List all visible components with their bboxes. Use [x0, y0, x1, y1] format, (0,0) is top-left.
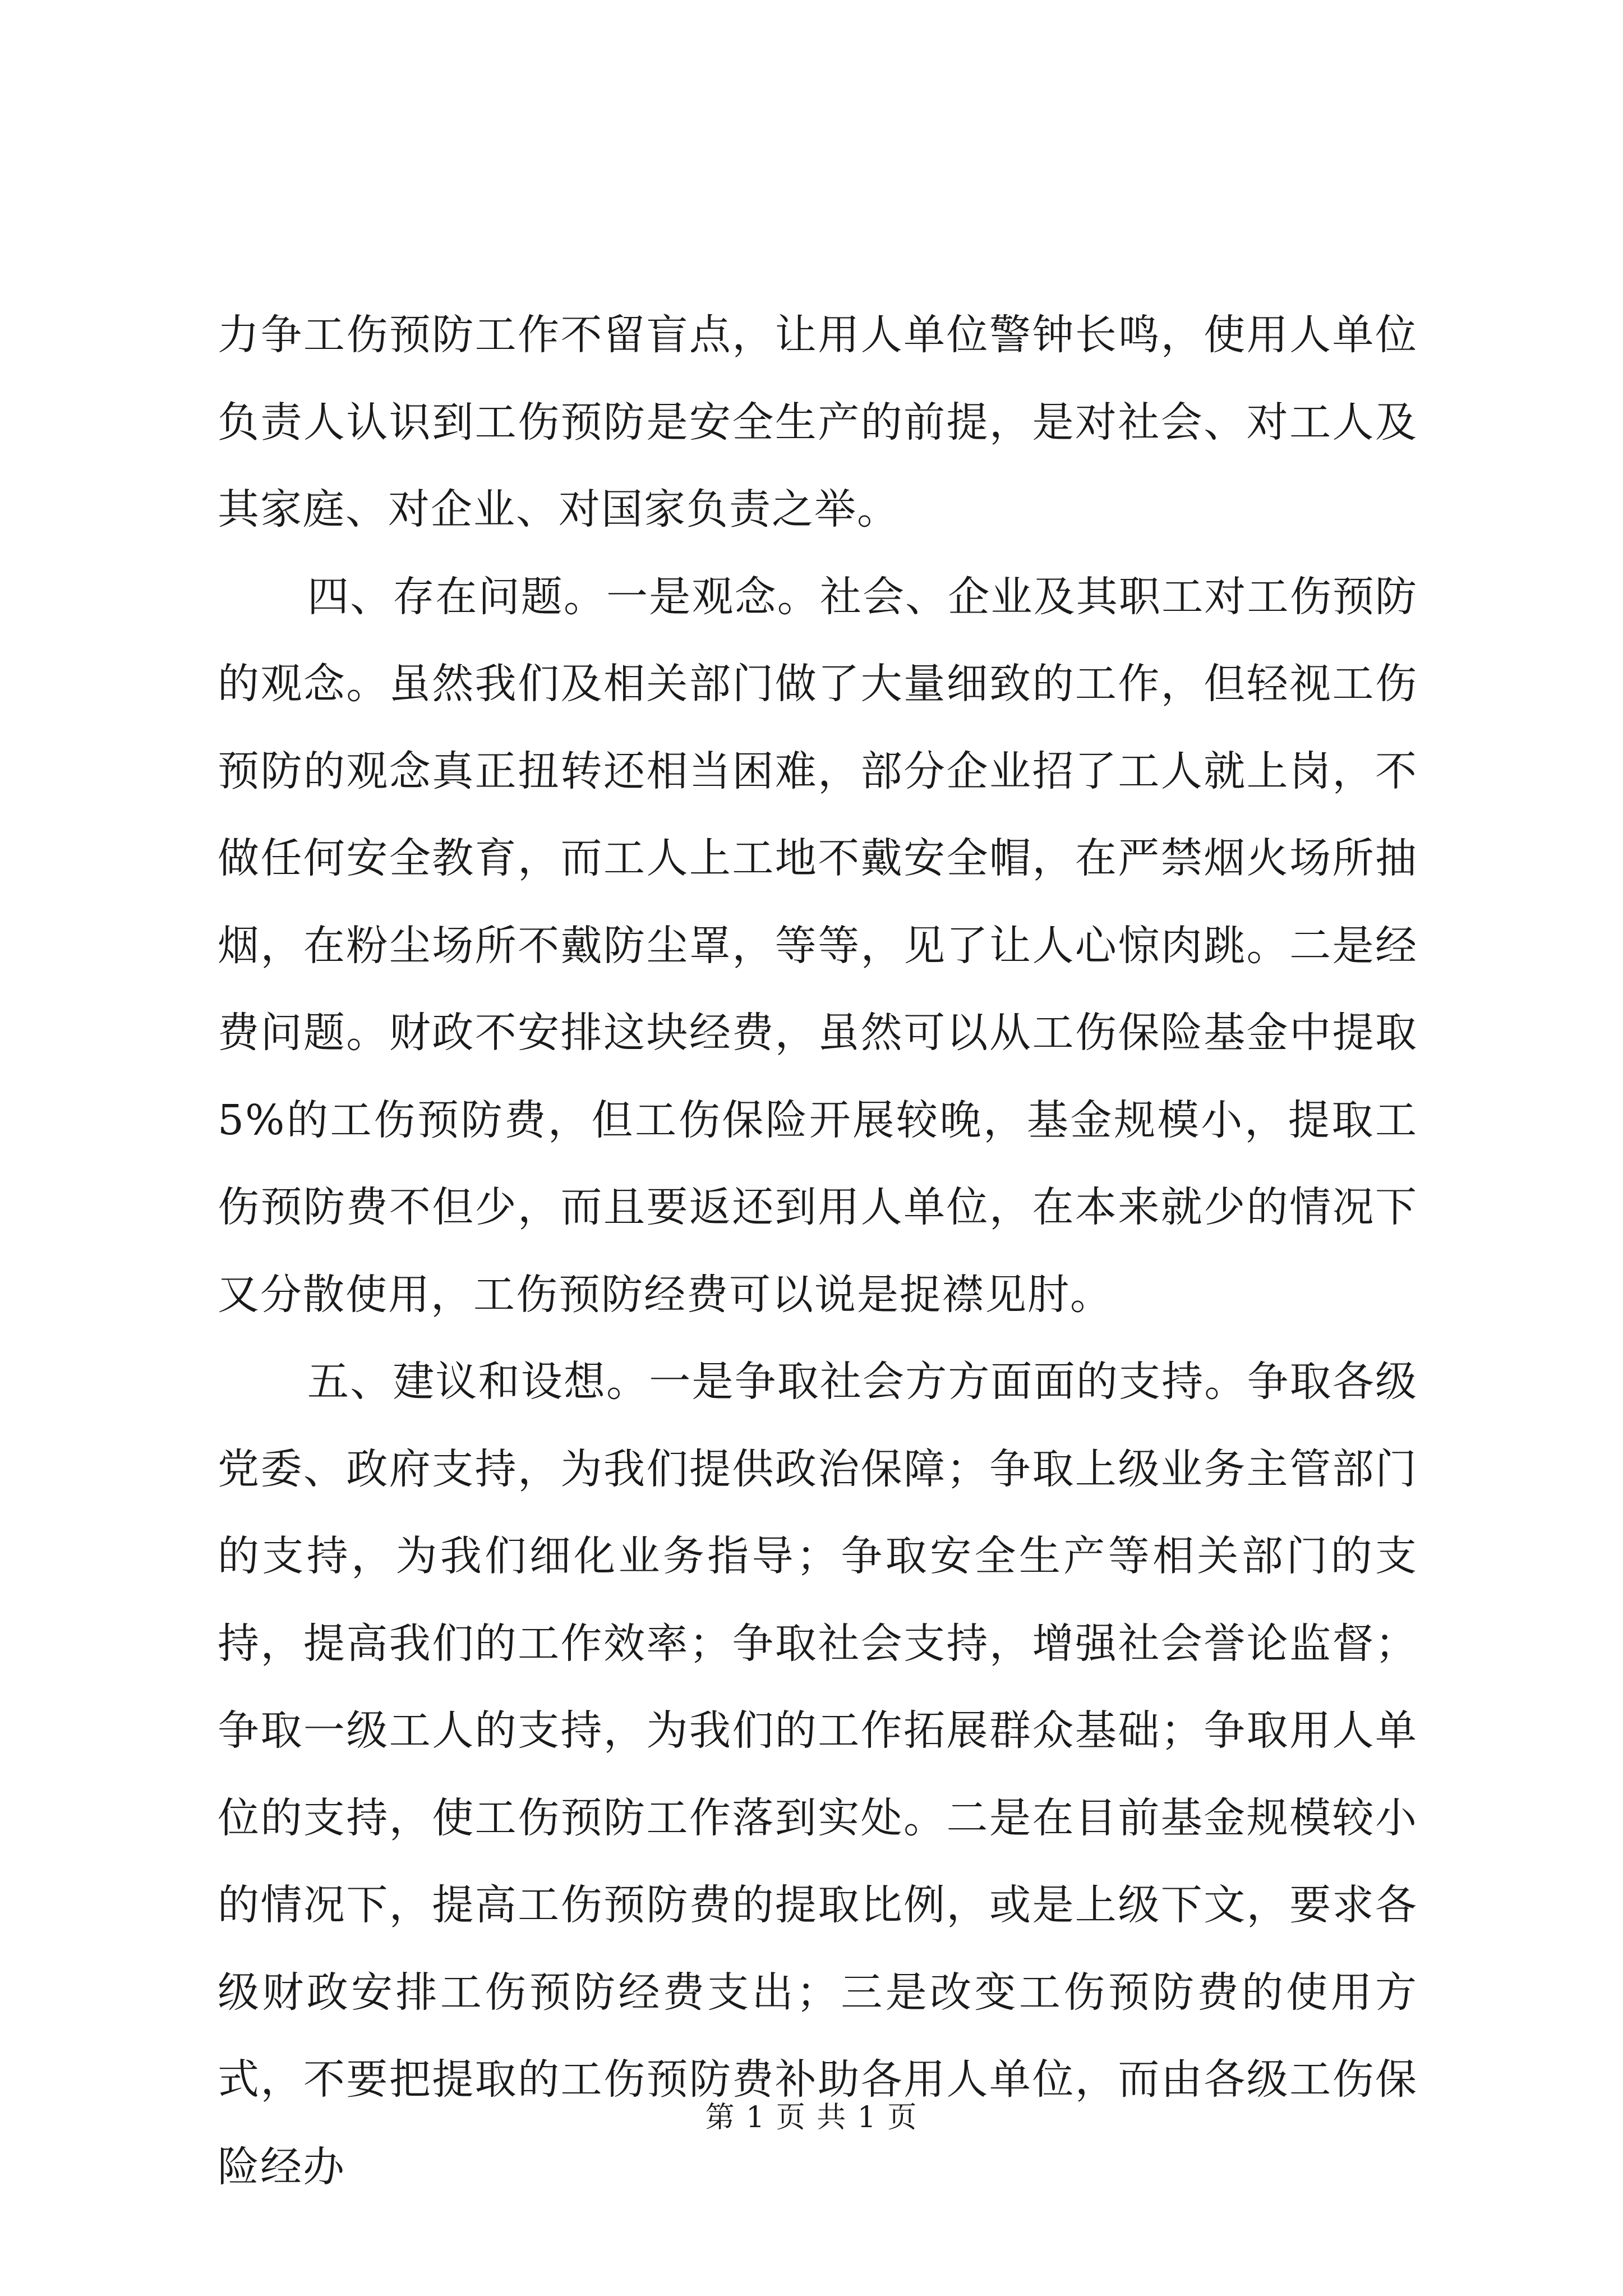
page-footer: 第 1 页 共 1 页	[705, 2101, 918, 2134]
paragraph-1: 力争工伤预防工作不留盲点，让用人单位警钟长鸣，使用人单位负责人认识到工伤预防是安全生产的前提，是对社会、对工人及其家庭、对企业、对国家负责之举。	[218, 311, 1418, 533]
paragraph-2: 四、存在问题。一是观念。社会、企业及其职工对工伤预防的观念。虽然我们及相关部门做了大量细致的工作，但轻视工伤预防的观念真正扭转还相当困难，部分企业招了工人就上岗，不做任何安全教育，而工人上工地不戴安全帽，在严禁烟火场所抽烟，在粉尘场所不戴防尘罩，等等，见了让人心惊肉跳。二是经费问题。财政不安排这块经费，虽然可以从工伤保险基金中提取5%的工伤预防费，但工伤保险开展较晚，基金规模小，提取工伤预防费不但少，而且要返还到用人单位，在本来就少的情况下又分散使用，工伤预防经费可以说是捉襟见肘。	[218, 572, 1418, 1319]
document-body	[218, 292, 1418, 2211]
paragraph-3: 五、建议和设想。一是争取社会方方面面的支持。争取各级党委、政府支持，为我们提供政治保障；争取上级业务主管部门的支持，为我们细化业务指导；争取安全生产等相关部门的支持，提高我们的工作效率；争取社会支持，增强社会誉论监督；争取一级工人的支持，为我们的工作拓展群众基础；争取用人单位的支持，使工伤预防工作落到实处。二是在目前基金规模较小的情况下，提高工伤预防费的提取比例，或是上级下文，要求各级财政安排工伤预防经费支出；三是改变工伤预防费的使用方式，不要把提取的工伤预防费补助各用人单位，而由各级工伤保险经办	[218, 1358, 1418, 2191]
